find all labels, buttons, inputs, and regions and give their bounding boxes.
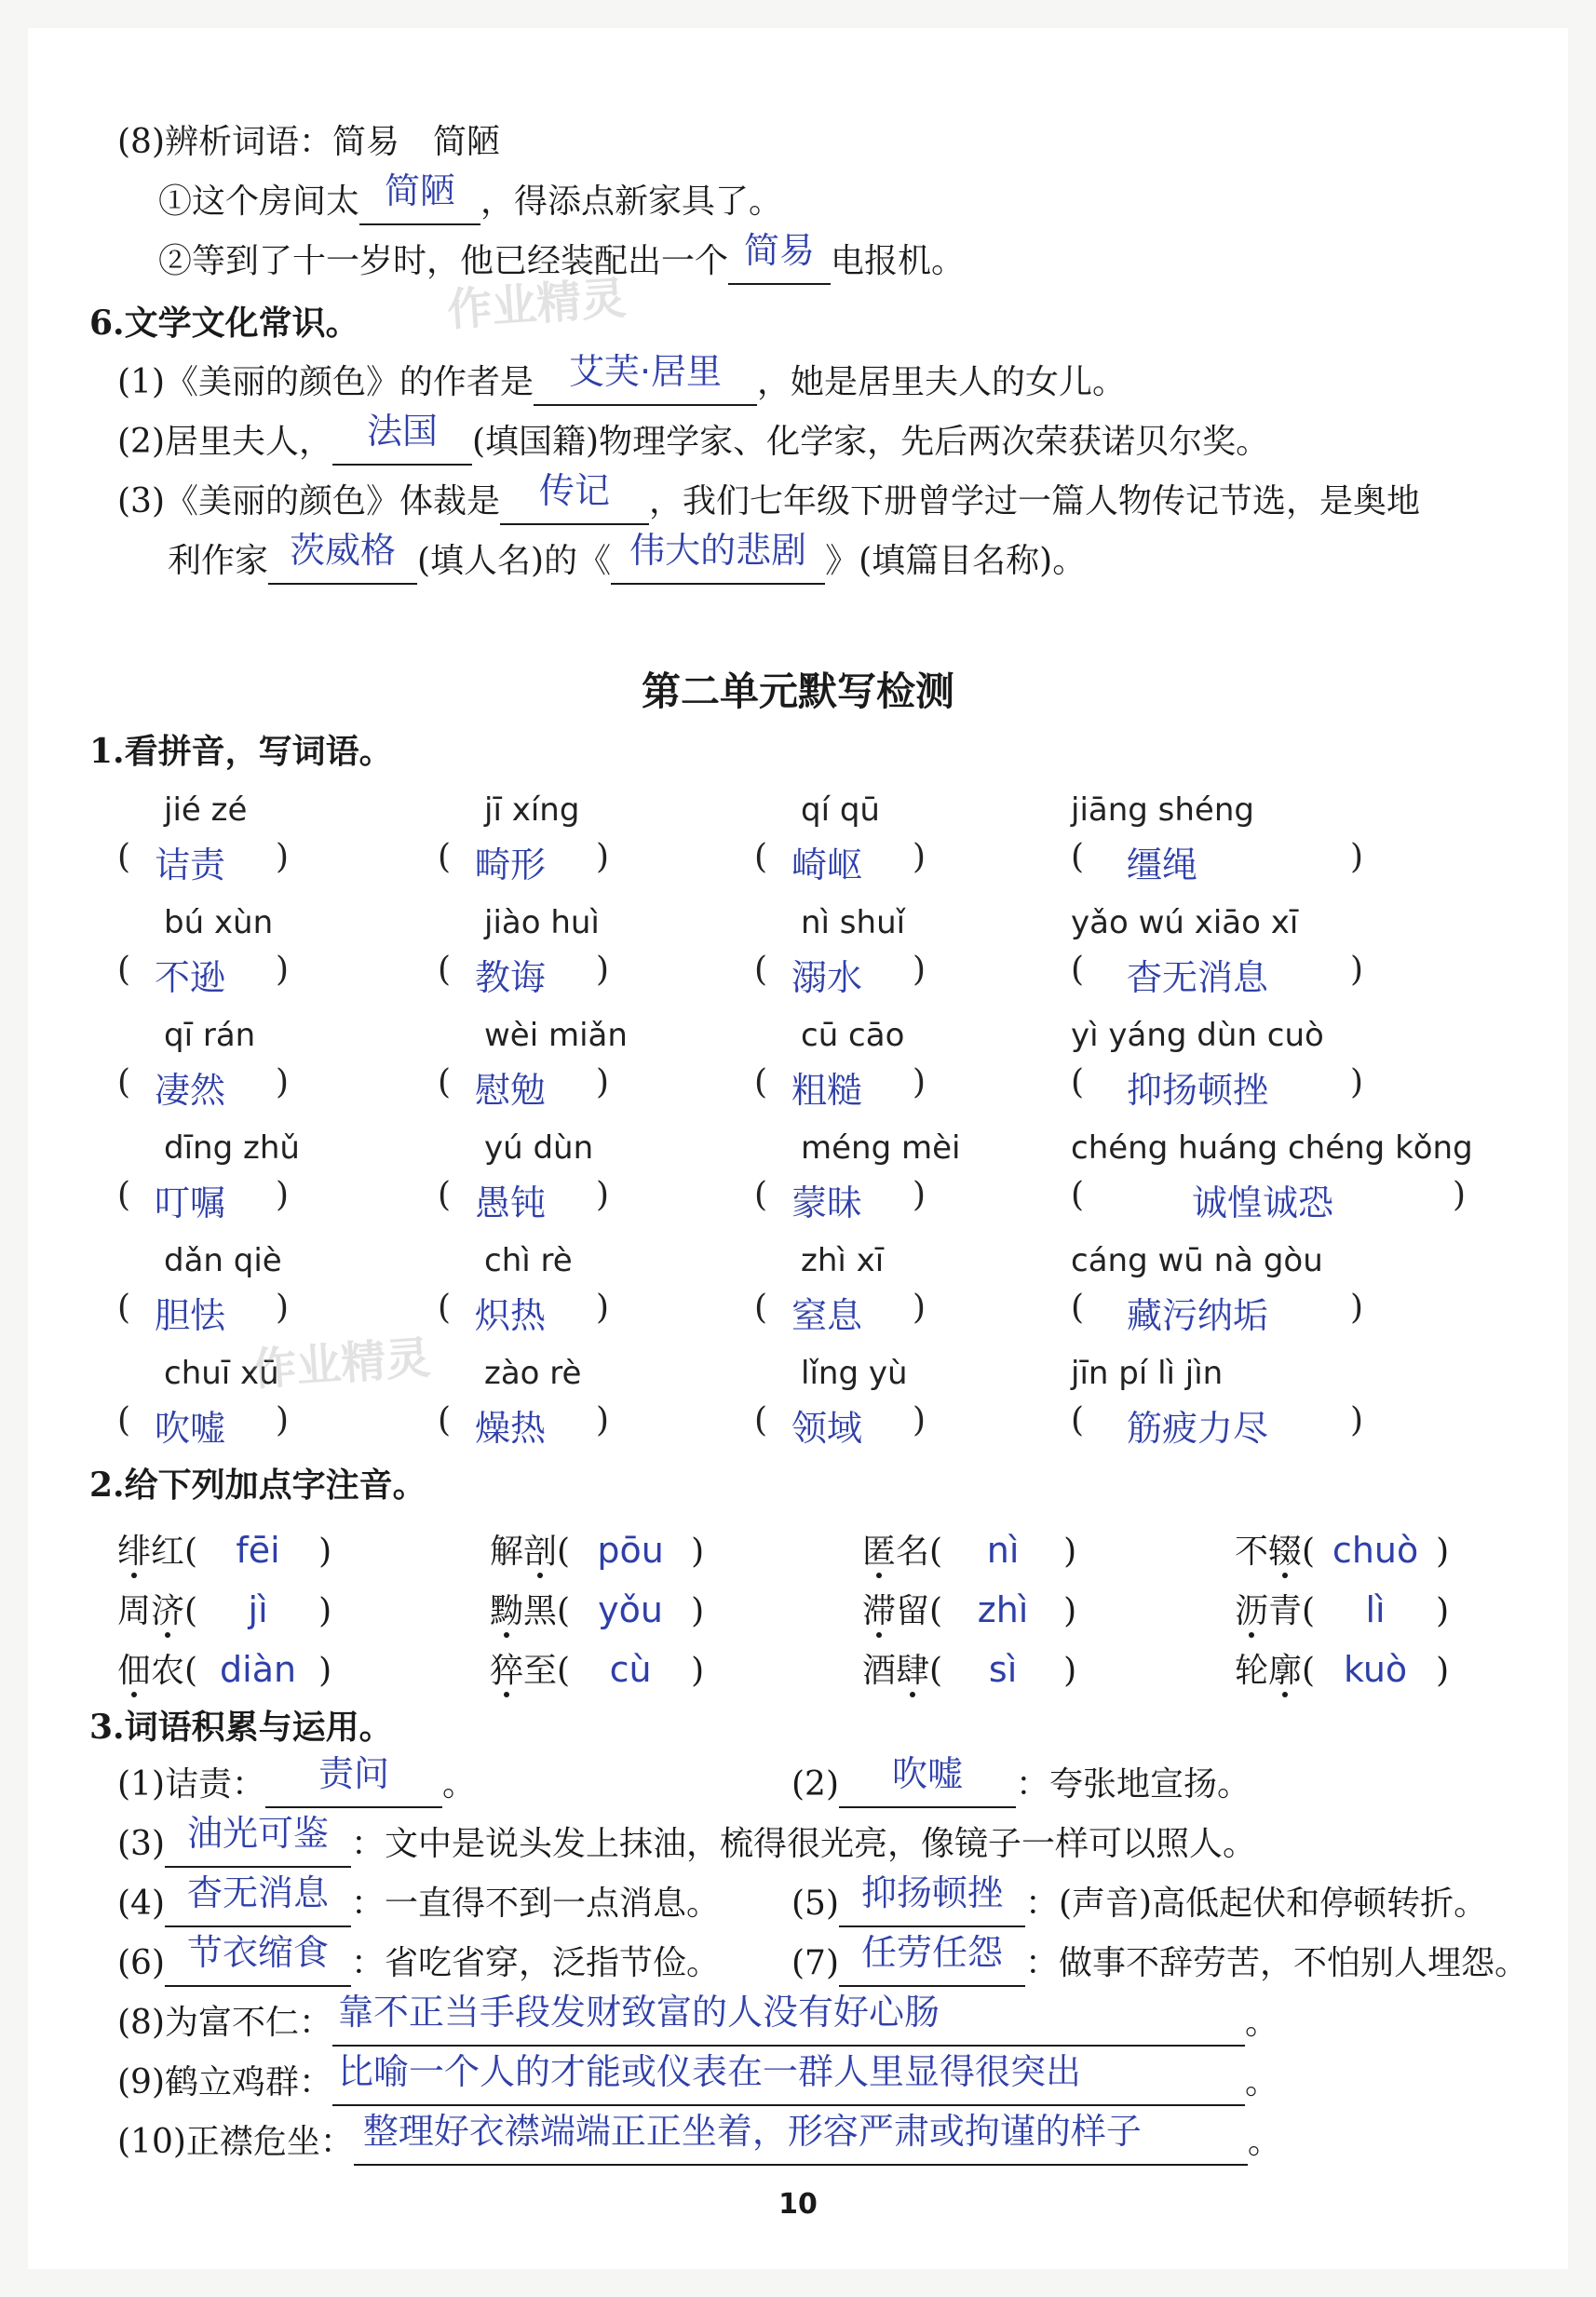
answer-text: 慰勉 xyxy=(475,1070,547,1111)
close-paren: ) xyxy=(596,951,610,989)
open-paren: ( xyxy=(754,838,768,876)
open-paren: ( xyxy=(754,1063,768,1101)
phonetic-item xyxy=(862,1587,1076,1635)
close-paren: ) xyxy=(1063,1592,1077,1630)
dotted-char: 猝 xyxy=(490,1652,524,1690)
answer-text: 愚钝 xyxy=(475,1182,547,1223)
phonetic-item xyxy=(1235,1527,1449,1575)
pinyin-text: yǎo wú xiāo xī xyxy=(1071,904,1299,941)
answer-text: 比喻一个人的才能或仪表在一群人里显得很突出 xyxy=(338,2051,1082,2092)
answer-text: 崎岖 xyxy=(791,844,863,885)
word-prefix: 不 xyxy=(1235,1533,1269,1571)
open-paren: ( xyxy=(1071,1176,1085,1214)
q1-heading: 1.看拼音，写词语。 xyxy=(89,732,393,771)
answer-text: 粗糙 xyxy=(791,1070,863,1111)
answer-text: 溺水 xyxy=(791,957,863,998)
close-paren: ) xyxy=(318,1533,332,1571)
answer-text: pōu xyxy=(597,1530,664,1571)
word-suffix: ( xyxy=(929,1652,943,1690)
answer-text: 靠不正当手段发财致富的人没有好心肠 xyxy=(338,1992,940,2033)
q3-line-8: (8)为富不仁： 靠不正当手段发财致富的人没有好心肠 。 xyxy=(117,2000,1278,2047)
phonetic-item xyxy=(490,1587,704,1635)
answer-text: 畸形 xyxy=(475,844,547,885)
pinyin-text: yú dùn xyxy=(484,1129,594,1167)
answer-text: 胆怯 xyxy=(155,1295,226,1336)
open-paren: ( xyxy=(1071,1401,1085,1439)
dotted-char: 黝 xyxy=(490,1592,524,1630)
dotted-char: 辍 xyxy=(1268,1533,1303,1571)
answer-text: 抑扬顿挫 xyxy=(1127,1070,1269,1111)
open-paren: ( xyxy=(117,1176,131,1214)
close-paren: ) xyxy=(276,951,290,989)
pinyin-text: jié zé xyxy=(164,791,248,829)
open-paren: ( xyxy=(438,1401,452,1439)
word-prefix: 解 xyxy=(490,1533,524,1571)
answer-text: 教诲 xyxy=(475,957,547,998)
close-paren: ) xyxy=(1350,1063,1364,1101)
close-paren: ) xyxy=(1436,1533,1450,1571)
q2-heading: 2.给下列加点字注音。 xyxy=(89,1466,426,1505)
close-paren: ) xyxy=(1350,838,1364,876)
sec6-q2: (2)居里夫人， 法国 (填国籍)物理学家、化学家，先后两次荣获诺贝尔奖。 xyxy=(117,419,1269,466)
q3-line-6: (6) 节衣缩食 ：省吃省穿，泛指节俭。 xyxy=(117,1940,720,1987)
pinyin-text: dīng zhǔ xyxy=(164,1129,300,1167)
answer-text: 任劳任怨 xyxy=(860,1932,1003,1973)
answer-text: 藏污纳垢 xyxy=(1127,1295,1269,1336)
unit-title: 第二单元默写检测 xyxy=(641,669,954,714)
close-paren: ) xyxy=(318,1592,332,1630)
answer-text: 节衣缩食 xyxy=(186,1932,329,1973)
close-paren: ) xyxy=(691,1592,705,1630)
close-paren: ) xyxy=(1453,1176,1467,1214)
dotted-char: 剖 xyxy=(523,1533,558,1571)
close-paren: ) xyxy=(1350,951,1364,989)
phonetic-item xyxy=(862,1527,1076,1575)
pinyin-text: jīn pí lì jìn xyxy=(1071,1355,1224,1392)
answer-text: fēi xyxy=(236,1530,280,1571)
answer-text: kuò xyxy=(1343,1649,1408,1690)
pinyin-text: bú xùn xyxy=(164,904,274,941)
answer-text: 杳无消息 xyxy=(1127,957,1269,998)
word-suffix: ( xyxy=(1302,1533,1316,1571)
answer-text: 诚惶诚恐 xyxy=(1192,1182,1334,1223)
answer-text: 法国 xyxy=(366,411,438,452)
answer-text: 简易 xyxy=(744,230,816,271)
open-paren: ( xyxy=(1071,1289,1085,1327)
phonetic-item xyxy=(1235,1587,1449,1635)
q3-line-7: (7) 任劳任怨 ：做事不辞劳苦，不怕别人埋怨。 xyxy=(791,1940,1528,1987)
open-paren: ( xyxy=(1071,838,1085,876)
answer-text: jì xyxy=(248,1589,268,1630)
close-paren: ) xyxy=(1350,1289,1364,1327)
answer-text: 缰绳 xyxy=(1127,844,1198,885)
answer-text: 简陋 xyxy=(385,170,456,211)
q8-sentence-2: ②等到了十一岁时，他已经装配出一个 简易 电报机。 xyxy=(158,238,965,285)
open-paren: ( xyxy=(438,1063,452,1101)
close-paren: ) xyxy=(913,951,926,989)
close-paren: ) xyxy=(913,1289,926,1327)
q3-heading: 3.词语积累与运用。 xyxy=(89,1708,393,1747)
close-paren: ) xyxy=(913,1063,926,1101)
open-paren: ( xyxy=(754,1289,768,1327)
section-6-heading: 6.文学文化常识。 xyxy=(89,304,359,343)
close-paren: ) xyxy=(276,1063,290,1101)
answer-text: 传记 xyxy=(538,470,610,511)
answer-text: 责问 xyxy=(318,1753,389,1794)
answer-text: zhì xyxy=(977,1589,1029,1630)
q8-sentence-1: ①这个房间太 简陋 ，得添点新家具了。 xyxy=(158,179,782,225)
open-paren: ( xyxy=(117,1401,131,1439)
pinyin-text: cū cāo xyxy=(801,1017,905,1054)
word-suffix: 青( xyxy=(1268,1592,1316,1630)
answer-text: chuò xyxy=(1332,1530,1419,1571)
pinyin-text: zào rè xyxy=(484,1355,582,1392)
pinyin-text: lǐng yù xyxy=(801,1355,908,1392)
open-paren: ( xyxy=(117,951,131,989)
close-paren: ) xyxy=(913,1401,926,1439)
answer-text: 不逊 xyxy=(155,957,226,998)
close-paren: ) xyxy=(276,1289,290,1327)
answer-text: 叮嘱 xyxy=(155,1182,226,1223)
word-suffix: ( xyxy=(1302,1652,1316,1690)
q3-line-5: (5) 抑扬顿挫 ：(声音)高低起伏和停顿转折。 xyxy=(791,1881,1487,1927)
pinyin-text: méng mèi xyxy=(801,1129,961,1167)
pinyin-text: jiāng shéng xyxy=(1071,791,1254,829)
dotted-char: 沥 xyxy=(1235,1592,1269,1630)
q3-line-9: (9)鹤立鸡群： 比喻一个人的才能或仪表在一群人里显得很突出 。 xyxy=(117,2060,1278,2106)
close-paren: ) xyxy=(276,1401,290,1439)
pinyin-text: zhì xī xyxy=(801,1242,885,1279)
dotted-char: 廓 xyxy=(1268,1652,1303,1690)
open-paren: ( xyxy=(438,1176,452,1214)
pinyin-text: jī xíng xyxy=(484,791,580,829)
answer-text: lì xyxy=(1365,1589,1386,1630)
answer-text: 吹嘘 xyxy=(155,1408,226,1449)
close-paren: ) xyxy=(913,838,926,876)
answer-text: 茨威格 xyxy=(290,530,397,571)
close-paren: ) xyxy=(1063,1652,1077,1690)
answer-text: 油光可鉴 xyxy=(186,1813,329,1854)
page-number: 10 xyxy=(778,2188,818,2221)
phonetic-item xyxy=(490,1527,704,1575)
dotted-char: 肆 xyxy=(896,1652,930,1690)
q3-line-10: (10)正襟危坐： 整理好衣襟端端正正坐着，形容严肃或拘谨的样子 。 xyxy=(117,2119,1281,2166)
word-suffix: ( xyxy=(184,1592,198,1630)
word-suffix: 农( xyxy=(151,1652,198,1690)
answer-text: 窒息 xyxy=(791,1295,863,1336)
answer-text: 诘责 xyxy=(155,844,226,885)
word-suffix: 至( xyxy=(523,1652,571,1690)
open-paren: ( xyxy=(117,838,131,876)
close-paren: ) xyxy=(1063,1533,1077,1571)
pinyin-text: dǎn qiè xyxy=(164,1242,282,1279)
answer-text: 炽热 xyxy=(475,1295,547,1336)
close-paren: ) xyxy=(596,1289,610,1327)
sec6-q3: (3)《美丽的颜色》体裁是 传记 ，我们七年级下册曾学过一篇人物传记节选，是奥地 xyxy=(117,479,1420,525)
pinyin-text: wèi miǎn xyxy=(484,1017,628,1054)
close-paren: ) xyxy=(596,838,610,876)
watermark: 作业精灵 xyxy=(445,272,629,337)
dotted-char: 济 xyxy=(151,1592,185,1630)
close-paren: ) xyxy=(1436,1592,1450,1630)
pinyin-text: chéng huáng chéng kǒng xyxy=(1071,1129,1473,1167)
open-paren: ( xyxy=(754,1401,768,1439)
phonetic-item xyxy=(117,1646,331,1695)
open-paren: ( xyxy=(438,1289,452,1327)
watermark: 作业精灵 xyxy=(250,1331,433,1397)
word-prefix: 周 xyxy=(117,1592,152,1630)
close-paren: ) xyxy=(276,838,290,876)
sec6-q1: (1)《美丽的颜色》的作者是 艾芙·居里 ，她是居里夫人的女儿。 xyxy=(117,359,1126,406)
word-suffix: ( xyxy=(557,1533,571,1571)
answer-text: 凄然 xyxy=(155,1070,226,1111)
q3-line-1: (1)诘责： 责问 。 xyxy=(117,1762,476,1808)
word-suffix: 名( xyxy=(896,1533,943,1571)
word-prefix: 酒 xyxy=(862,1652,897,1690)
pinyin-text: jiào huì xyxy=(484,904,600,941)
answer-text: 筋疲力尽 xyxy=(1127,1408,1269,1449)
pinyin-text: chuī xū xyxy=(164,1355,279,1392)
pinyin-text: qí qū xyxy=(801,791,880,829)
phonetic-item xyxy=(862,1646,1076,1695)
phonetic-item xyxy=(490,1646,704,1695)
dotted-char: 佃 xyxy=(117,1652,152,1690)
close-paren: ) xyxy=(691,1533,705,1571)
answer-text: diàn xyxy=(220,1649,297,1690)
open-paren: ( xyxy=(1071,1063,1085,1101)
pinyin-text: qī rán xyxy=(164,1017,256,1054)
close-paren: ) xyxy=(1350,1401,1364,1439)
answer-text: yǒu xyxy=(598,1589,663,1630)
answer-text: 吹嘘 xyxy=(891,1753,963,1794)
q3-line-2: (2) 吹嘘 ：夸张地宣扬。 xyxy=(791,1762,1251,1808)
answer-text: 艾芙·居里 xyxy=(568,351,723,392)
open-paren: ( xyxy=(438,838,452,876)
dotted-char: 绯 xyxy=(117,1533,152,1571)
pinyin-text: nì shuǐ xyxy=(801,904,906,941)
open-paren: ( xyxy=(754,1176,768,1214)
open-paren: ( xyxy=(117,1289,131,1327)
close-paren: ) xyxy=(596,1401,610,1439)
pinyin-text: chì rè xyxy=(484,1242,573,1279)
answer-text: 蒙昧 xyxy=(791,1182,863,1223)
q3-line-3: (3) 油光可鉴 ：文中是说头发上抹油，梳得很光亮，像镜子一样可以照人。 xyxy=(117,1821,1256,1868)
dotted-char: 滞 xyxy=(862,1592,897,1630)
word-prefix: 轮 xyxy=(1235,1652,1269,1690)
answer-text: 伟大的悲剧 xyxy=(629,530,807,571)
close-paren: ) xyxy=(318,1652,332,1690)
answer-text: sì xyxy=(988,1649,1018,1690)
close-paren: ) xyxy=(276,1176,290,1214)
q3-line-4: (4) 杳无消息 ：一直得不到一点消息。 xyxy=(117,1881,720,1927)
phonetic-item xyxy=(117,1527,331,1575)
pinyin-text: cáng wū nà gòu xyxy=(1071,1242,1323,1279)
phonetic-item xyxy=(117,1587,331,1635)
open-paren: ( xyxy=(754,951,768,989)
close-paren: ) xyxy=(596,1063,610,1101)
close-paren: ) xyxy=(1436,1652,1450,1690)
pinyin-text: yì yáng dùn cuò xyxy=(1071,1017,1324,1054)
dotted-char: 匿 xyxy=(862,1533,897,1571)
word-suffix: 黑( xyxy=(523,1592,571,1630)
answer-text: 抑扬顿挫 xyxy=(860,1872,1003,1913)
answer-text: nì xyxy=(986,1530,1020,1571)
close-paren: ) xyxy=(596,1176,610,1214)
q8-prompt: (8)辨析词语：简易 简陋 xyxy=(117,123,500,161)
answer-text: 杳无消息 xyxy=(186,1872,329,1913)
open-paren: ( xyxy=(438,951,452,989)
answer-text: cù xyxy=(609,1649,652,1690)
word-suffix: 留( xyxy=(896,1592,943,1630)
sec6-q3-cont: 利作家 茨威格 (填人名)的《 伟大的悲剧 》(填篇目名称)。 xyxy=(168,538,1086,585)
word-suffix: 红( xyxy=(151,1533,198,1571)
answer-text: 燥热 xyxy=(475,1408,547,1449)
answer-text: 领域 xyxy=(791,1408,863,1449)
open-paren: ( xyxy=(1071,951,1085,989)
answer-text: 整理好衣襟端端正正坐着，形容严肃或拘谨的样子 xyxy=(362,2111,1142,2152)
worksheet-page xyxy=(28,28,1568,2269)
close-paren: ) xyxy=(691,1652,705,1690)
open-paren: ( xyxy=(117,1063,131,1101)
phonetic-item xyxy=(1235,1646,1449,1695)
close-paren: ) xyxy=(913,1176,926,1214)
